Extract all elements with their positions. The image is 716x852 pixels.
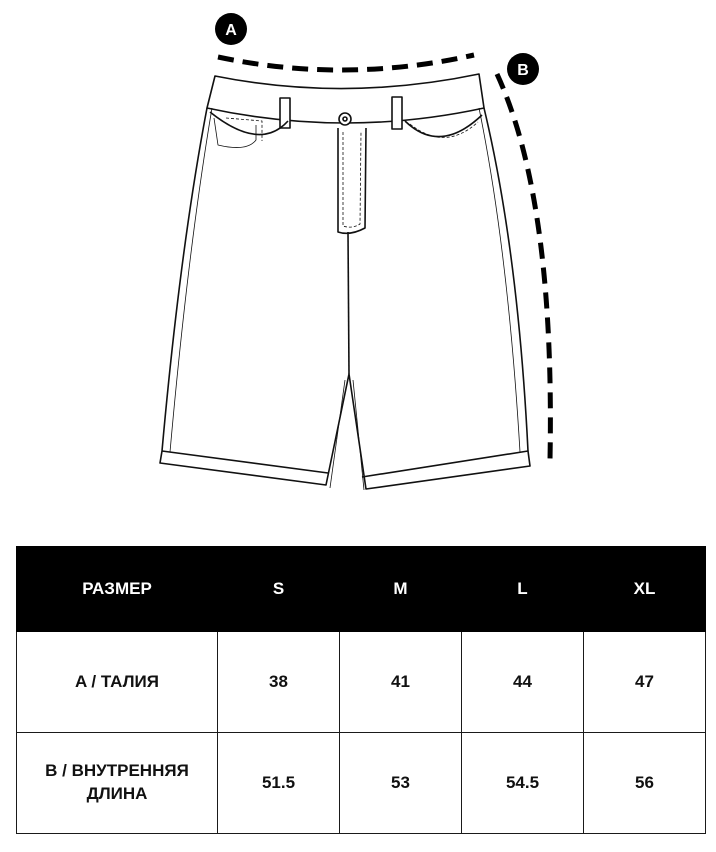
header-size: РАЗМЕР (17, 547, 218, 632)
svg-text:A: A (225, 22, 237, 39)
header-l: L (462, 547, 584, 632)
header-s: S (218, 547, 340, 632)
cell-value: 51.5 (218, 733, 340, 834)
cell-value: 53 (340, 733, 462, 834)
shorts-illustration (160, 74, 530, 490)
table-row (17, 733, 706, 834)
cell-value: 54.5 (462, 733, 584, 834)
belt-loop-right (392, 97, 402, 129)
cell-value: 56 (584, 733, 706, 834)
left-leg-hem (162, 451, 328, 473)
cell-value: 38 (218, 632, 340, 733)
cell-value: 47 (584, 632, 706, 733)
svg-text:B: B (517, 62, 529, 79)
size-chart-table (16, 546, 706, 834)
cell-value: 41 (340, 632, 462, 733)
waist-measure-line (218, 55, 474, 70)
table-header-row (17, 547, 706, 632)
cell-value: 44 (462, 632, 584, 733)
header-m: M (340, 547, 462, 632)
button (339, 113, 351, 125)
length-measure-line (497, 74, 550, 460)
row-label-waist: A / ТАЛИЯ (17, 632, 218, 733)
shorts-body (160, 108, 530, 489)
fly (338, 128, 366, 233)
right-leg-hem (362, 451, 528, 477)
badge-a (215, 13, 247, 45)
badge-b (507, 53, 539, 85)
table-row (17, 632, 706, 733)
row-label-inner-length: B / ВНУТРЕННЯЯ ДЛИНА (17, 733, 218, 834)
header-xl: XL (584, 547, 706, 632)
